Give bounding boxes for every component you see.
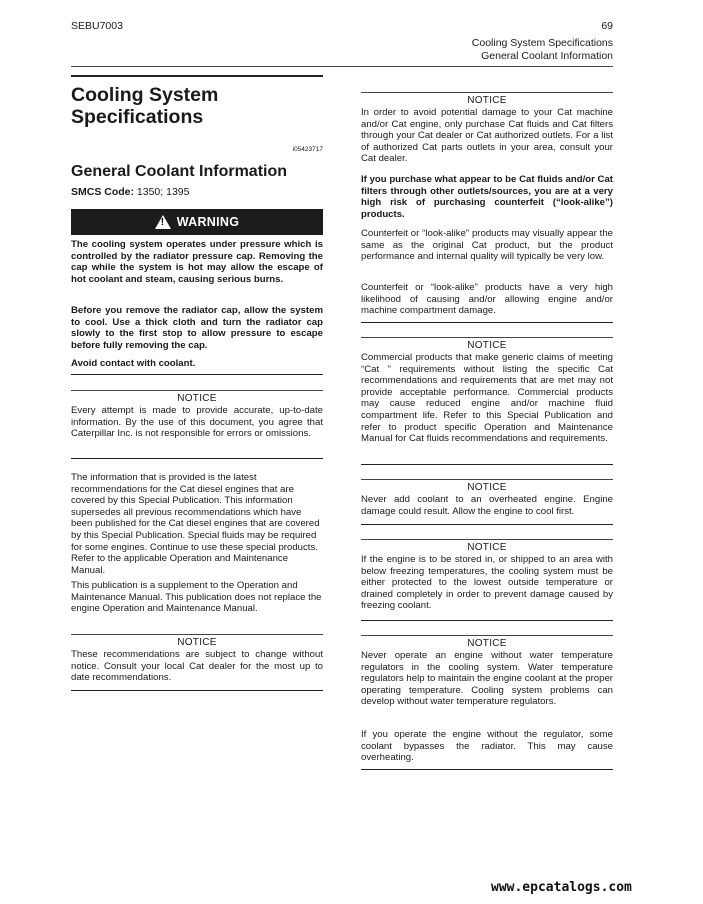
- warning-end-rule: [71, 374, 323, 375]
- notice-text: If the engine is to be stored in, or shipped to an area with below freezing temperatures, the cooling system must be either protected to the lowest outside temperature or drained completely in order to prevent damage caused by freezing coolant.: [361, 554, 613, 612]
- notice-title: NOTICE: [467, 638, 507, 649]
- warning-text-3: Avoid contact with coolant.: [71, 358, 196, 369]
- notice-title: NOTICE: [467, 542, 507, 553]
- notice-title: NOTICE: [467, 340, 507, 351]
- page-title-line1: Cooling System: [71, 84, 219, 106]
- notice-title: NOTICE: [467, 482, 507, 493]
- page-number: 69: [601, 20, 613, 32]
- notice-bottom-rule: [71, 458, 323, 459]
- notice-text: Commercial products that make generic claims of meeting “Cat ” requirements without listing the specific Cat recommendations and requirements that are met may not provide acceptable performance. Commercial products may cause reduced engine and/or machine fluid compartment life. Refer to this Special Publication and refer to product specific Operation and Maintenance Manual for Cat fluids recommendations and requirements.: [361, 352, 613, 445]
- notice-top-rule: [361, 92, 613, 93]
- notice-text: Never add coolant to an overheated engine. Engine damage could result. Allow the engine to cool first.: [361, 494, 613, 517]
- notice-text: In order to avoid potential damage to your Cat machine and/or Cat engine, only purchase Cat fluids and Cat filters through your Cat dealer or Cat authorized outlets. For a list of authorized Cat parts outlets in your area, consult your Cat dealer.: [361, 107, 613, 165]
- notice-bottom-rule: [361, 769, 613, 770]
- notice-bottom-rule: [361, 464, 613, 465]
- notice-text-bold: If you purchase what appear to be Cat fluids and/or Cat filters through other outlets/sources, you are at a very high risk of purchasing counterfeit (“look-alike”) products.: [361, 174, 613, 220]
- watermark-link[interactable]: www.epcatalogs.com: [491, 880, 632, 895]
- notice-text: If you operate the engine without the regulator, some coolant bypasses the radiator. This may cause overheating.: [361, 729, 613, 764]
- notice-top-rule: [361, 479, 613, 480]
- page-title-line2: Specifications: [71, 106, 204, 128]
- title-rule: [71, 75, 323, 77]
- notice-top-rule: [71, 634, 323, 635]
- notice-bottom-rule: [361, 620, 613, 621]
- reference-id: i05423717: [292, 146, 323, 153]
- running-head-subsection: General Coolant Information: [481, 50, 613, 62]
- notice-title: NOTICE: [177, 393, 217, 404]
- notice-top-rule: [361, 635, 613, 636]
- notice-text: These recommendations are subject to change without notice. Consult your local Cat dealer for the most up to date recommendations.: [71, 649, 323, 684]
- notice-bottom-rule: [71, 690, 323, 691]
- smcs-code: [71, 186, 189, 198]
- notice-title: NOTICE: [467, 95, 507, 106]
- notice-text: Never operate an engine without water temperature regulators in the cooling system. Water temperature regulators help to maintain the engine coolant at the proper operating temperature. Cooling system problems can develop without water temperature regulators.: [361, 650, 613, 708]
- running-head-section: Cooling System Specifications: [471, 37, 613, 49]
- notice-text: Counterfeit or “look-alike” products have a very high likelihood of causing and/or allowing engine and/or machine compartment damage.: [361, 282, 613, 317]
- notice-text: Counterfeit or “look-alike” products may visually appear the same as the original Cat product, but the product performance and internal quality will typically be very low.: [361, 228, 613, 263]
- warning-triangle-icon: !: [155, 215, 171, 229]
- notice-text: Every attempt is made to provide accurate, up-to-date information. By the use of this document, you agree that Caterpillar Inc. is not responsible for errors or omissions.: [71, 405, 323, 440]
- warning-label: WARNING: [176, 215, 240, 229]
- section-heading: General Coolant Information: [71, 163, 288, 180]
- body-paragraph: This publication is a supplement to the Operation and Maintenance Manual. This publication does not replace the engine Operation and Maintenance Manual.: [71, 580, 322, 615]
- warning-banner: [71, 209, 323, 235]
- notice-bottom-rule: [361, 524, 613, 525]
- body-paragraph: The information that is provided is the latest recommendations for the Cat diesel engines that are covered by this Special Publication. This information supersedes all previous recommendations which have been published for the Cat diesel engines that are covered by this Special Publication. Special fluids may be required for some engines. Continue to use these special products. Refer to the applicable Operation and Maintenance Manual.: [71, 472, 320, 576]
- warning-text-1: The cooling system operates under pressure which is controlled by the radiator pressure cap. Removing the cap while the system is hot may allow the escape of hot coolant and steam, causing serious burns.: [71, 239, 323, 285]
- notice-top-rule: [361, 539, 613, 540]
- smcs-value: 1350; 1395: [134, 186, 190, 198]
- warning-text-2: Before you remove the radiator cap, allow the system to cool. Use a thick cloth and turn the radiator cap slowly to the first stop to allow pressure to escape before fully removing the cap.: [71, 305, 323, 351]
- header-rule: [71, 66, 613, 67]
- smcs-label: SMCS Code:: [71, 186, 134, 198]
- notice-bottom-rule: [361, 322, 613, 323]
- doc-id: SEBU7003: [71, 20, 123, 32]
- notice-top-rule: [361, 337, 613, 338]
- notice-title: NOTICE: [177, 637, 217, 648]
- notice-top-rule: [71, 390, 323, 391]
